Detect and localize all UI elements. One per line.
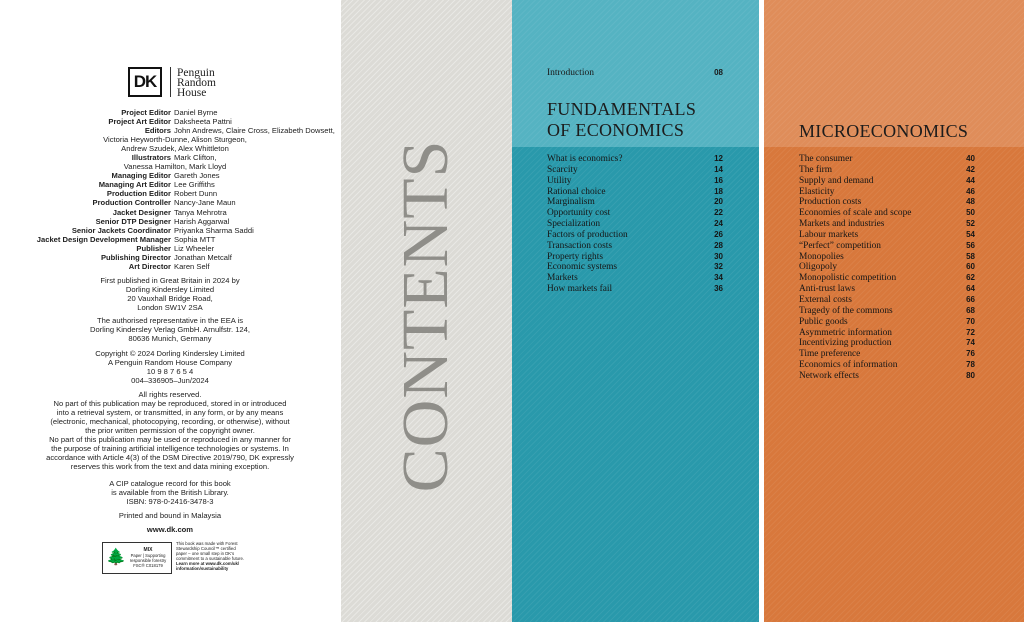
- fsc-text: [127, 548, 169, 568]
- toc-entry-page: 62: [966, 273, 975, 283]
- toc-entry-title: Utility: [547, 175, 572, 186]
- credit-name: Nancy-Jane Maun: [174, 198, 236, 208]
- toc-entry[interactable]: [799, 349, 975, 360]
- text-line: Copyright © 2024 Dorling Kindersley Limited: [95, 349, 245, 358]
- text-line: A CIP catalogue record for this book: [109, 479, 231, 488]
- fsc-note: [176, 541, 266, 572]
- credit-role: Project Editor: [121, 108, 171, 117]
- toc-entry-page: 34: [714, 273, 723, 283]
- text-line: paper – one small step in DK's: [176, 551, 235, 557]
- text-line: 20 Vauxhall Bridge Road,: [127, 294, 213, 304]
- credit-name: Priyanka Sharma Saddi: [174, 225, 254, 235]
- website-link[interactable]: www.dk.com: [146, 525, 194, 534]
- toc-entry-title: Marginalism: [547, 197, 595, 208]
- credit-line: [36, 234, 290, 244]
- text-line: 80636 Munich, Germany: [128, 334, 212, 344]
- toc-entry-title: Scarcity: [547, 164, 578, 175]
- credit-role: Jacket Design Development Manager: [36, 234, 171, 244]
- toc-entry-title: Supply and demand: [799, 175, 874, 186]
- toc-entry-page: 16: [714, 175, 723, 185]
- cip-block: [35, 479, 305, 506]
- toc-entry-page: 58: [966, 251, 975, 261]
- toc-entry-page: 64: [966, 284, 975, 294]
- rights-block: [35, 390, 305, 471]
- toc-entry-page: 08: [714, 68, 723, 77]
- credit-line: [60, 171, 290, 180]
- prh-line: House: [177, 87, 207, 99]
- credit-line: [60, 135, 290, 144]
- toc-entry-page: 52: [966, 219, 975, 229]
- toc-entry-page: 14: [714, 164, 723, 174]
- toc-entry-page: 46: [966, 186, 975, 196]
- toc-entry-page: 24: [714, 219, 723, 229]
- text-line: is available from the British Library.: [111, 488, 229, 498]
- credit-role: Senior DTP Designer: [95, 216, 171, 226]
- toc-entry-page: 66: [966, 294, 975, 304]
- logo-divider: [170, 67, 171, 97]
- text-line: A Penguin Random House Company: [107, 358, 233, 368]
- credit-name: Robert Dunn: [174, 189, 218, 199]
- credit-role: Publisher: [136, 243, 171, 253]
- toc-entry-page: 78: [966, 360, 975, 370]
- toc-entry[interactable]: [547, 252, 723, 263]
- credit-line: [60, 217, 290, 226]
- credit-line: [60, 226, 290, 235]
- toc-entry[interactable]: [799, 241, 975, 252]
- credit-line: [60, 253, 290, 262]
- credit-role: Production Controller: [92, 198, 171, 208]
- credit-line: [60, 244, 290, 253]
- toc-entry-page: 76: [966, 349, 975, 359]
- credit-name: Lee Griffiths: [174, 180, 215, 190]
- toc-entry-title: Incentivizing production: [799, 338, 892, 349]
- toc-entry[interactable]: [799, 197, 975, 208]
- toc-entry-title: Rational choice: [547, 186, 606, 197]
- eea-representative-block: [35, 316, 305, 343]
- text-line: London SW1V 2SA: [137, 303, 203, 313]
- toc-entry-page: 54: [966, 229, 975, 239]
- credit-line: [60, 180, 290, 189]
- prh-line: Penguin: [177, 67, 215, 79]
- toc-entry-page: 72: [966, 327, 975, 337]
- title-line: FUNDAMENTALS: [547, 99, 697, 119]
- text-line: reserves this work from the text and data mining exception.: [70, 462, 270, 472]
- toc-entry-title: External costs: [799, 294, 852, 305]
- toc-entry-title: Markets and industries: [799, 219, 885, 230]
- toc-entry-title: Economies of scale and scope: [799, 208, 912, 219]
- toc-entry-page: 42: [966, 164, 975, 174]
- toc-entry-page: 18: [714, 186, 723, 196]
- toc-entry-title: Labour markets: [799, 229, 859, 240]
- toc-entry[interactable]: [547, 284, 723, 295]
- credit-line: [60, 144, 290, 153]
- fundamentals-toc-list: [547, 154, 723, 295]
- text-line: the purpose of training artificial intelligence technologies or systems. In: [51, 444, 289, 454]
- text-line: The authorised representative in the EEA is: [96, 316, 244, 325]
- credit-line: [60, 153, 290, 162]
- text-line: First published in Great Britain in 2024 by: [100, 276, 240, 285]
- toc-entry-page: 68: [966, 305, 975, 315]
- text-line: All rights reserved.: [138, 390, 202, 399]
- credit-name: Karen Self: [174, 261, 210, 271]
- credits-list: [36, 108, 335, 271]
- credit-line: [60, 208, 290, 217]
- text-line: No part of this publication may be used or reproduced in any manner for: [49, 435, 291, 445]
- toc-entry[interactable]: [799, 360, 975, 371]
- text-line: Dorling Kindersley Limited: [125, 285, 215, 295]
- toc-entry[interactable]: [799, 306, 975, 317]
- microeconomics-title: MICROECONOMICS: [799, 121, 969, 141]
- toc-entry[interactable]: [799, 176, 975, 187]
- toc-entry-title: “Perfect” competition: [799, 240, 881, 251]
- credit-role: Art Director: [128, 261, 171, 271]
- credit-role: Project Art Editor: [108, 117, 171, 127]
- toc-entry-title: Specialization: [547, 219, 601, 230]
- text-line: into a retrieval system, or transmitted, in any form, or by any means: [56, 408, 284, 418]
- toc-entry-title: Tragedy of the commons: [799, 305, 893, 316]
- toc-entry-page: 60: [966, 262, 975, 272]
- credit-name: John Andrews, Claire Cross, Elizabeth Dowsett,: [174, 126, 335, 136]
- toc-entry[interactable]: [547, 219, 723, 230]
- credit-role: Illustrators: [131, 153, 171, 163]
- fundamentals-panel: [512, 0, 759, 622]
- toc-entry[interactable]: [547, 165, 723, 176]
- credit-name: Tanya Mehrotra: [174, 207, 227, 217]
- text-line: accordance with Article 4(3) of the DSM Directive 2019/790, DK expressly: [46, 453, 294, 463]
- credit-name: Victoria Heyworth-Dunne, Alison Sturgeon,: [103, 135, 247, 145]
- toc-entry-title: Opportunity cost: [547, 208, 611, 219]
- credit-line: [60, 262, 290, 271]
- credit-name: Sophia MTT: [174, 234, 216, 244]
- toc-entry[interactable]: [799, 230, 975, 241]
- toc-entry-page: 26: [714, 229, 723, 239]
- toc-entry-title: Network effects: [799, 370, 859, 381]
- toc-entry[interactable]: [799, 317, 975, 328]
- toc-entry[interactable]: [547, 241, 723, 252]
- fsc-tree-icon: 🌲: [106, 549, 126, 566]
- toc-entry[interactable]: [799, 338, 975, 349]
- toc-entry-page: 36: [714, 284, 723, 294]
- toc-entry[interactable]: [547, 273, 723, 284]
- text-line: ISBN: 978-0-2416-3478-3: [126, 497, 214, 507]
- credit-name: Daniel Byrne: [174, 108, 218, 117]
- credit-line: [60, 162, 290, 171]
- toc-entry-page: 12: [714, 154, 723, 163]
- credit-name: Harish Aggarwal: [174, 216, 230, 226]
- website-block: [35, 525, 305, 534]
- toc-entry-title: Economics of information: [799, 360, 898, 371]
- toc-entry-title: How markets fail: [547, 284, 613, 295]
- toc-entry[interactable]: [799, 165, 975, 176]
- toc-entry-page: 32: [714, 262, 723, 272]
- text-line: commitment to a sustainable future.: [176, 556, 245, 562]
- toc-entry[interactable]: [547, 262, 723, 273]
- toc-entry[interactable]: [799, 154, 975, 165]
- fsc-line: responsible forestry: [129, 558, 167, 563]
- toc-entry-title: Time preference: [799, 349, 861, 360]
- toc-entry-page: 50: [966, 208, 975, 218]
- toc-entry[interactable]: [547, 176, 723, 187]
- fsc-logo: [102, 542, 172, 574]
- toc-entry[interactable]: [799, 295, 975, 306]
- credit-name: Andrew Szudek, Alex Whittleton: [121, 144, 229, 154]
- toc-entry-title: Transaction costs: [547, 240, 613, 251]
- text-line: Printed and bound in Malaysia: [118, 511, 222, 520]
- toc-entry[interactable]: [799, 284, 975, 295]
- toc-entry[interactable]: [799, 328, 975, 339]
- credit-name: Mark Clifton,: [174, 153, 217, 163]
- microeconomics-panel: [764, 0, 1024, 622]
- toc-entry-title: Oligopoly: [799, 262, 838, 273]
- text-line: Stewardship Council™ certified: [176, 546, 236, 552]
- credit-role: Jacket Designer: [112, 207, 171, 217]
- text-line: 10 9 8 7 6 5 4: [146, 367, 194, 377]
- toc-entry-title: Monopolies: [799, 251, 844, 262]
- toc-entry[interactable]: [799, 187, 975, 198]
- imprint-page: [0, 0, 341, 622]
- toc-entry-title: Property rights: [547, 251, 603, 262]
- toc-entry-page: 28: [714, 240, 723, 250]
- title-line: OF ECONOMICS: [547, 120, 685, 140]
- credit-role: Managing Editor: [111, 171, 171, 181]
- credit-role: Production Editor: [106, 189, 171, 199]
- credit-role: Managing Art Editor: [98, 180, 171, 190]
- toc-entry[interactable]: [799, 371, 975, 382]
- toc-entry[interactable]: [799, 262, 975, 273]
- text-line: Learn more at www.dk.com/uk/: [176, 561, 240, 567]
- credit-role: Publishing Director: [100, 252, 171, 262]
- toc-entry-page: 74: [966, 338, 975, 348]
- credit-name: Vanessa Hamilton, Mark Lloyd: [123, 162, 227, 172]
- first-published-block: [35, 276, 305, 312]
- credit-line: [60, 108, 290, 117]
- toc-entry-page: 30: [714, 251, 723, 261]
- toc-entry[interactable]: [799, 252, 975, 263]
- toc-entry-title: What is economics?: [547, 154, 623, 164]
- toc-entry[interactable]: [547, 230, 723, 241]
- microeconomics-toc-list: [799, 154, 975, 382]
- toc-entry-title: Monopolistic competition: [799, 273, 897, 284]
- text-line: the prior written permission of the copyright owner.: [85, 426, 255, 436]
- toc-entry-page: 22: [714, 208, 723, 218]
- credit-line: [60, 126, 335, 136]
- toc-entry-page: 80: [966, 370, 975, 380]
- dk-logo-box: [128, 67, 162, 97]
- toc-entry[interactable]: [547, 208, 723, 219]
- toc-entry-page: 56: [966, 240, 975, 250]
- credit-name: Daksheeta Pattni: [174, 117, 232, 127]
- toc-entry-title: Public goods: [799, 316, 848, 327]
- text-line: Dorling Kindersley Verlag GmbH. Arnulfstr. 124,: [90, 325, 250, 335]
- toc-entry-title: Elasticity: [799, 186, 835, 197]
- toc-entry-title: Markets: [547, 273, 578, 284]
- toc-entry[interactable]: [547, 197, 723, 208]
- contents-heading: CONTENTS: [389, 139, 462, 493]
- toc-entry-title: Production costs: [799, 197, 862, 208]
- toc-entry-introduction[interactable]: [547, 68, 723, 78]
- text-line: This book was made with Forest: [176, 541, 238, 546]
- toc-entry-page: 20: [714, 197, 723, 207]
- toc-entry-page: 44: [966, 175, 975, 185]
- text-line: No part of this publication may be reproduced, stored in or introduced: [53, 399, 287, 409]
- credit-role: Editors: [144, 126, 171, 136]
- toc-entry-page: 40: [966, 154, 975, 163]
- text-line: 004–336905–Jun/2024: [131, 376, 209, 386]
- toc-entry-page: 70: [966, 316, 975, 326]
- copyright-block: [35, 349, 305, 385]
- dk-logo-text: DK: [133, 72, 157, 91]
- credit-name: Jonathan Metcalf: [174, 252, 232, 262]
- toc-entry-title: The firm: [799, 164, 833, 175]
- toc-entry-title: Anti-trust laws: [799, 284, 855, 295]
- toc-entry[interactable]: [799, 208, 975, 219]
- credit-line: [60, 189, 290, 198]
- toc-entry-title: Introduction: [547, 68, 594, 78]
- fundamentals-title: [547, 99, 696, 141]
- fsc-line: Paper | Supporting: [130, 553, 166, 558]
- credit-role: Senior Jackets Coordinator: [71, 225, 171, 235]
- credit-name: Liz Wheeler: [174, 243, 215, 253]
- fsc-line: MIX: [143, 547, 153, 553]
- toc-entry-page: 48: [966, 197, 975, 207]
- dk-prh-logo: [128, 67, 216, 98]
- printed-in: [35, 511, 305, 520]
- text-line: (electronic, mechanical, photocopying, recording, or otherwise), without: [50, 417, 290, 427]
- toc-entry[interactable]: [547, 187, 723, 198]
- toc-entry[interactable]: [799, 273, 975, 284]
- toc-entry[interactable]: [799, 219, 975, 230]
- penguin-random-house-wordmark: [177, 67, 216, 98]
- credit-name: Gareth Jones: [174, 171, 220, 181]
- credit-line: [60, 117, 290, 126]
- toc-entry-title: Asymmetric information: [799, 327, 892, 338]
- prh-line: Random: [177, 77, 216, 89]
- text-line: information/sustainability: [176, 566, 229, 572]
- toc-entry-title: Factors of production: [547, 229, 628, 240]
- toc-entry-title: The consumer: [799, 154, 853, 164]
- credit-line: [60, 198, 290, 207]
- toc-entry[interactable]: [547, 154, 723, 165]
- fsc-line: FSC® C018179: [133, 563, 163, 568]
- toc-entry-title: Economic systems: [547, 262, 618, 273]
